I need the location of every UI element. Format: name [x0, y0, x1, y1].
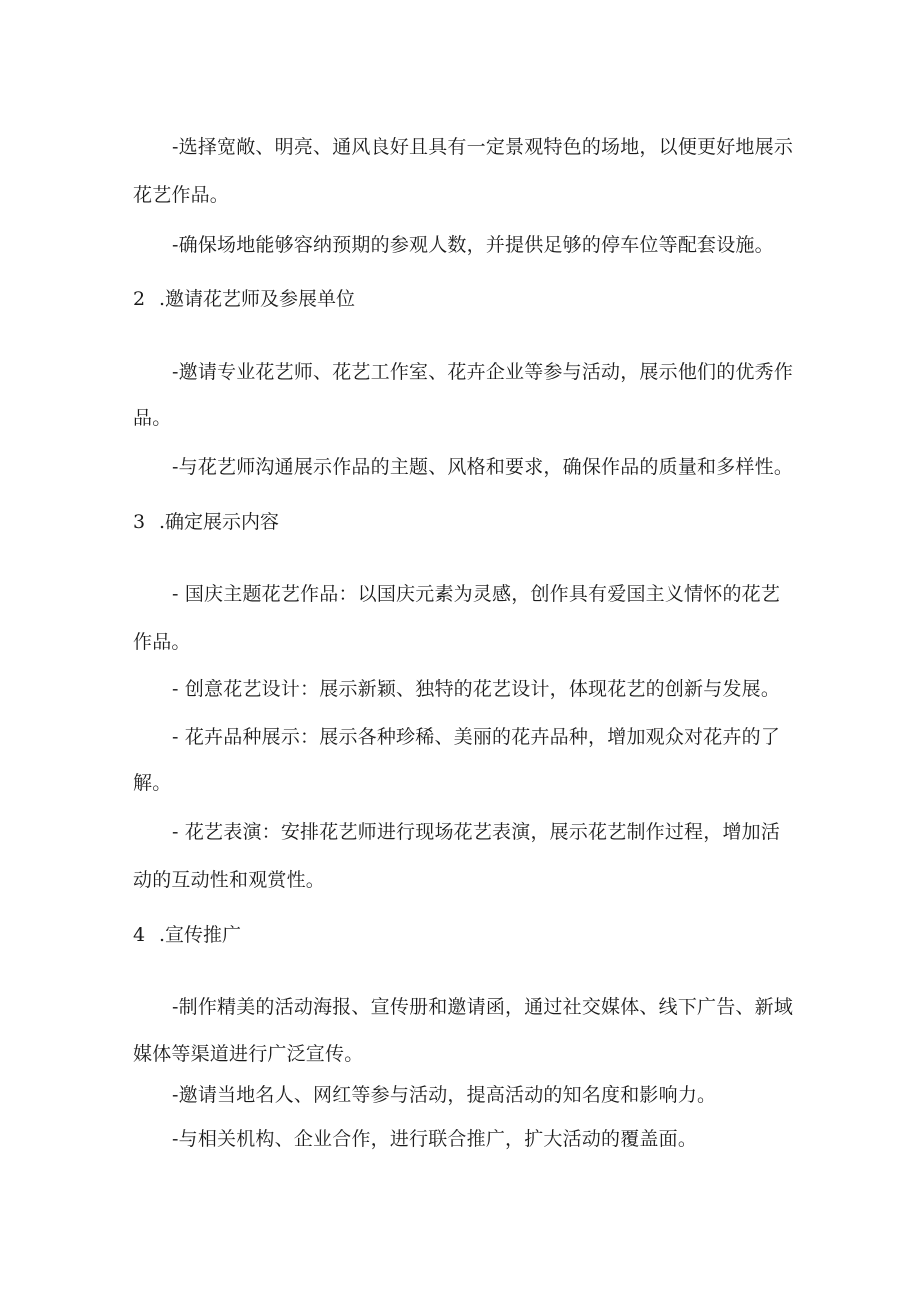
section-2-bullet-1-line-1: -邀请专业花艺师、花艺工作室、花卉企业等参与活动，展示他们的优秀作	[172, 361, 794, 383]
section-4-heading	[133, 923, 241, 947]
section-4-bullet-1-line-1: -制作精美的活动海报、宣传册和邀请函，通过社交媒体、线下广告、新域	[172, 996, 794, 1018]
venue-bullet-2-line-1: -确保场地能够容纳预期的参观人数，并提供足够的停车位等配套设施。	[172, 234, 774, 256]
section-3-bullet-2-line-1: - 创意花艺设计：展示新颖、独特的花艺设计，体现花艺的创新与发展。	[172, 678, 781, 700]
section-3-bullet-1-line-1: - 国庆主题花艺作品：以国庆元素为灵感，创作具有爱国主义情怀的花艺	[172, 583, 781, 605]
section-2-bullet-1-line-2: 品。	[133, 407, 172, 429]
section-3-bullet-1-line-2: 作品。	[133, 631, 191, 653]
section-3-heading	[133, 510, 279, 534]
section-2-title: .邀请花艺师及参展单位	[159, 288, 356, 310]
section-4-number: 4	[133, 924, 146, 946]
section-2-heading	[133, 287, 355, 311]
venue-bullet-1-line-2: 花艺作品。	[133, 184, 230, 206]
section-3-bullet-4-line-2: 动的互动性和观赏性。	[133, 869, 326, 891]
section-3-bullet-3-line-1: - 花卉品种展示：展示各种珍稀、美丽的花卉品种，增加观众对花卉的了	[172, 726, 781, 748]
venue-bullet-1-line-1: -选择宽敞、明亮、通风良好且具有一定景观特色的场地，以便更好地展示	[172, 136, 794, 158]
section-4-bullet-3-line-1: -与相关机构、企业合作，进行联合推广，扩大活动的覆盖面。	[172, 1128, 698, 1150]
section-3-bullet-3-line-2: 解。	[133, 772, 172, 794]
section-4-bullet-1-line-2: 媒体等渠道进行广泛宣传。	[133, 1043, 364, 1065]
section-3-title: .确定展示内容	[159, 511, 280, 533]
section-4-title: .宣传推广	[159, 924, 242, 946]
section-2-number: 2	[133, 288, 146, 310]
section-3-bullet-4-line-1: - 花艺表演：安排花艺师进行现场花艺表演，展示花艺制作过程，增加活	[172, 821, 781, 843]
section-2-bullet-2-line-1: -与花艺师沟通展示作品的主题、风格和要求，确保作品的质量和多样性。	[172, 456, 794, 478]
section-3-number: 3	[133, 511, 146, 533]
section-4-bullet-2-line-1: -邀请当地名人、网红等参与活动，提高活动的知名度和影响力。	[172, 1084, 717, 1106]
